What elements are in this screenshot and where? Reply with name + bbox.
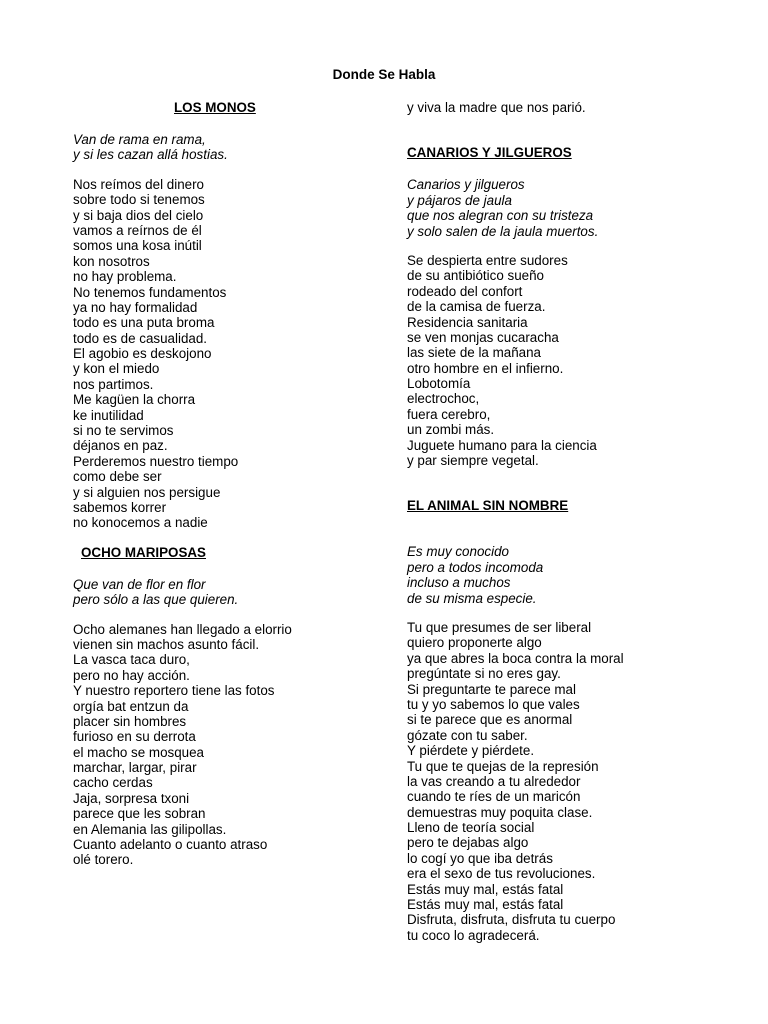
epigraph-line: Canarios y jilgueros xyxy=(407,177,525,193)
verse-line: fuera cerebro, xyxy=(407,406,491,422)
verse-line: Disfruta, disfruta, disfruta tu cuerpo xyxy=(407,912,616,928)
verse-line: y si baja dios del cielo xyxy=(73,207,204,223)
verse-line: y par siempre vegetal. xyxy=(407,453,539,469)
epigraph-line: y si les cazan allá hostias. xyxy=(73,147,228,163)
poem-heading-los-monos: LOS MONOS xyxy=(174,100,256,115)
verse-line: en Alemania las gilipollas. xyxy=(73,821,227,837)
verse-line: ke inutilidad xyxy=(73,407,144,423)
poem-epigraph xyxy=(73,577,373,608)
verse-line: placer sin hombres xyxy=(73,713,187,729)
verse-line: Lobotomía xyxy=(407,376,471,392)
poem-continuation-line: y viva la madre que nos parió. xyxy=(407,100,586,115)
verse-line: no hay problema. xyxy=(73,269,177,285)
poem-body xyxy=(73,622,373,868)
verse-line: lo cogí yo que iba detrás xyxy=(407,850,553,866)
verse-line: kon nosotros xyxy=(73,253,150,269)
verse-line: todo es una puta broma xyxy=(73,315,215,331)
poem-body xyxy=(407,253,747,468)
verse-line: orgía bat entzun da xyxy=(73,698,189,714)
verse-line: pero te dejabas algo xyxy=(407,835,529,851)
verse-line: marchar, largar, pirar xyxy=(73,760,197,776)
poem-heading-el-animal-sin-nombre: EL ANIMAL SIN NOMBRE xyxy=(407,498,569,514)
verse-line: La vasca taca duro, xyxy=(73,652,190,668)
verse-line: déjanos en paz. xyxy=(73,438,168,454)
verse-line: rodeado del confort xyxy=(407,283,523,299)
poem-epigraph xyxy=(407,544,747,606)
poem-epigraph xyxy=(407,177,747,239)
verse-line: Lleno de teoría social xyxy=(407,820,535,836)
verse-line: Tu que presumes de ser liberal xyxy=(407,619,592,635)
verse-line: ya que abres la boca contra la moral xyxy=(407,650,624,666)
verse-line: pero no hay acción. xyxy=(73,667,190,683)
verse-line: Juguete humano para la ciencia xyxy=(407,437,597,453)
verse-line: se ven monjas cucaracha xyxy=(407,329,559,345)
verse-line: somos una kosa inútil xyxy=(73,238,202,254)
poem-epigraph xyxy=(73,132,373,163)
verse-line: vamos a reírnos de él xyxy=(73,222,202,238)
left-column xyxy=(73,100,373,868)
poem-body xyxy=(73,177,373,531)
verse-line: olé torero. xyxy=(73,852,134,868)
verse-line: cacho cerdas xyxy=(73,775,153,791)
verse-line: ya no hay formalidad xyxy=(73,299,198,315)
verse-line: cuando te ríes de un maricón xyxy=(407,789,581,805)
verse-line: de la camisa de fuerza. xyxy=(407,299,546,315)
verse-line: la vas creando a tu alrededor xyxy=(407,773,581,789)
verse-line: de su antibiótico sueño xyxy=(407,268,544,284)
epigraph-line: Es muy conocido xyxy=(407,544,509,560)
page-title: Donde Se Habla xyxy=(332,67,436,82)
verse-line: era el sexo de tus revoluciones. xyxy=(407,866,596,882)
epigraph-line: que nos alegran con su tristeza xyxy=(407,208,594,224)
verse-line: las siete de la mañana xyxy=(407,345,541,361)
poem-heading-canarios-y-jilgueros: CANARIOS Y JILGUEROS xyxy=(407,145,572,161)
verse-line: electrochoc, xyxy=(407,391,480,407)
verse-line: el macho se mosquea xyxy=(73,744,205,760)
poem-body xyxy=(407,620,747,943)
verse-line: gózate con tu saber. xyxy=(407,727,528,743)
verse-line: Cuanto adelanto o cuanto atraso xyxy=(73,837,268,853)
verse-line: El agobio es deskojono xyxy=(73,346,212,362)
verse-line: quiero proponerte algo xyxy=(407,635,542,651)
verse-line: no konocemos a nadie xyxy=(73,515,208,531)
verse-line: vienen sin machos asunto fácil. xyxy=(73,636,260,652)
verse-line: todo es de casualidad. xyxy=(73,330,208,346)
epigraph-line: Van de rama en rama, xyxy=(73,132,206,147)
epigraph-line: incluso a muchos xyxy=(407,575,511,591)
verse-line: Residencia sanitaria xyxy=(407,314,528,330)
verse-line: tu y yo sabemos lo que vales xyxy=(407,696,580,712)
verse-line: un zombi más. xyxy=(407,422,495,438)
verse-line: sobre todo si tenemos xyxy=(73,192,205,208)
verse-line: tu coco lo agradecerá. xyxy=(407,927,540,943)
verse-line: sabemos korrer xyxy=(73,499,167,515)
epigraph-line: pero a todos incomoda xyxy=(407,559,544,575)
epigraph-line: pero sólo a las que quieren. xyxy=(73,592,239,608)
verse-line: si te parece que es anormal xyxy=(407,712,573,728)
verse-line: furioso en su derrota xyxy=(73,729,196,745)
verse-line: Y nuestro reportero tiene las fotos xyxy=(73,683,275,699)
verse-line: y kon el miedo xyxy=(73,361,160,377)
verse-line: como debe ser xyxy=(73,469,162,485)
verse-line: Jaja, sorpresa txoni xyxy=(73,790,190,806)
epigraph-line: de su misma especie. xyxy=(407,590,537,606)
verse-line: No tenemos fundamentos xyxy=(73,284,227,300)
verse-line: Perderemos nuestro tiempo xyxy=(73,453,239,469)
epigraph-line: y solo salen de la jaula muertos. xyxy=(407,223,599,239)
verse-line: si no te servimos xyxy=(73,423,174,439)
right-column xyxy=(407,100,747,943)
verse-line: demuestras muy poquita clase. xyxy=(407,804,593,820)
verse-line: y si alguien nos persigue xyxy=(73,484,221,500)
verse-line: otro hombre en el infierno. xyxy=(407,360,564,376)
verse-line: pregúntate si no eres gay. xyxy=(407,666,561,682)
verse-line: Tu que te quejas de la represión xyxy=(407,758,599,774)
epigraph-line: Que van de flor en flor xyxy=(73,576,206,592)
verse-line: Nos reímos del dinero xyxy=(73,176,204,192)
verse-line: Si preguntarte te parece mal xyxy=(407,681,576,697)
verse-line: Se despierta entre sudores xyxy=(407,252,568,268)
verse-line: Me kagüen la chorra xyxy=(73,392,196,408)
verse-line: Estás muy mal, estás fatal xyxy=(407,881,564,897)
verse-line: Y piérdete y piérdete. xyxy=(407,743,535,759)
poem-heading-ocho-mariposas: OCHO MARIPOSAS xyxy=(81,544,206,560)
verse-line: parece que les sobran xyxy=(73,806,206,822)
epigraph-line: y pájaros de jaula xyxy=(407,192,512,208)
verse-line: nos partimos. xyxy=(73,376,154,392)
verse-line: Ocho alemanes han llegado a elorrio xyxy=(73,621,292,637)
verse-line: Estás muy mal, estás fatal xyxy=(407,897,564,913)
